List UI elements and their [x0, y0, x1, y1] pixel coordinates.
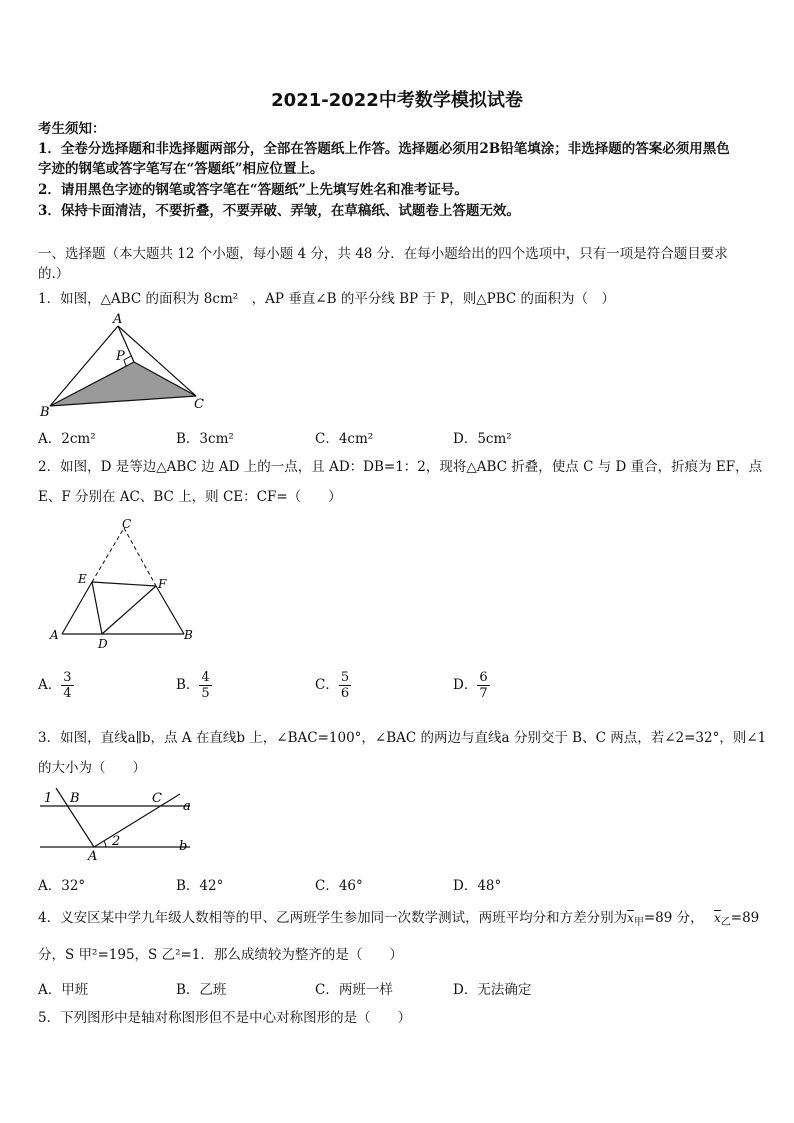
- notice-heading: 考生须知：: [38, 121, 106, 137]
- q2-stem-line2: E、F 分别在 AC、BC 上，则 CE：CF=（ ）: [38, 489, 342, 505]
- q1-option-d: D．5cm²: [453, 431, 512, 447]
- denominator: 5: [201, 686, 210, 701]
- q1-option-a: A．2cm²: [38, 431, 96, 447]
- label-angle-2: 2: [112, 834, 121, 849]
- notice-item-2: 2．请用黑色字迹的钢笔或答字笔在“答题纸”上先填写姓名和准考证号。: [38, 182, 468, 198]
- side-fb: [156, 586, 184, 634]
- mean-value-jia: =89 分，: [643, 910, 704, 926]
- q4-stem-line2: 分，S 甲²=195，S 乙²=1．那么成绩较为整齐的是（ ）: [38, 947, 403, 963]
- numerator: 4: [201, 670, 210, 685]
- q4-option-c: C．两班一样: [315, 982, 393, 998]
- q2-figure: [44, 516, 200, 652]
- label-e: E: [78, 572, 87, 586]
- label-f: F: [158, 577, 167, 591]
- numerator: 6: [479, 670, 488, 685]
- label-b: B: [184, 628, 193, 642]
- page-title: 2021-2022中考数学模拟试卷: [271, 90, 523, 111]
- label-a: A: [50, 628, 59, 642]
- mean-symbol: $\overline{x}$: [627, 911, 634, 925]
- denominator: 6: [340, 686, 350, 701]
- q2-option-b: [176, 670, 212, 701]
- fraction: [339, 670, 351, 701]
- notice-item-1: 1．全卷分选择题和非选择题两部分，全部在答题纸上作答。选择题必须用2B铅笔填涂；非选择题的答案必须用黑色: [38, 141, 730, 157]
- q1-option-b: B．3cm²: [176, 431, 234, 447]
- label-a: A: [113, 312, 123, 327]
- q3-stem-line1: 3．如图，直线a∥b，点 A 在直线b 上，∠BAC=100°，∠BAC 的两边与直线a 分别交于 B、C 两点，若∠2=32°，则∠1: [38, 730, 767, 746]
- numerator: 5: [340, 670, 350, 685]
- denominator: 4: [63, 686, 72, 701]
- q4-stem-text: 4．义安区某中学九年级人数相等的甲、乙两班学生参加同一次数学测试，两班平均分和方差分别为: [38, 910, 628, 926]
- option-letter: A．: [38, 677, 62, 693]
- label-c: C: [122, 517, 132, 531]
- label-p: P: [116, 349, 125, 364]
- q4-option-a: A．甲班: [38, 982, 89, 998]
- ray-ac: [94, 794, 180, 847]
- q5-stem: 5．下列图形中是轴对称图形但不是中心对称图形的是（ ）: [38, 1010, 412, 1026]
- q2-option-a: [38, 670, 74, 701]
- q3-option-b: B．42°: [176, 878, 224, 894]
- section-heading: 一、选择题（本大题共 12 个小题，每小题 4 分，共 48 分．在每小题给出的四个选项中，只有一项是符合题目要求: [38, 246, 728, 262]
- numerator: 3: [63, 670, 72, 685]
- q2-option-c: [315, 670, 351, 701]
- angle-2-arc: [104, 841, 106, 847]
- option-letter: D．: [453, 677, 478, 693]
- notice-item-1-cont: 字迹的钢笔或答字笔写在“答题纸”相应位置上。: [38, 161, 324, 177]
- q4-option-b: B．乙班: [176, 982, 227, 998]
- label-angle-1: 1: [44, 791, 53, 806]
- side-ae: [62, 582, 92, 634]
- q4-mean-yi: [714, 909, 759, 932]
- q1-option-c: C．4cm²: [315, 431, 374, 447]
- mean-symbol: $\overline{x}$: [714, 911, 721, 925]
- option-letter: C．: [315, 677, 339, 693]
- q1-stem: 1．如图，△ABC 的面积为 8cm² ，AP 垂直∠B 的平分线 BP 于 P，则△PBC 的面积为（ ）: [38, 291, 616, 307]
- q3-option-d: D．48°: [453, 878, 502, 894]
- label-line-a: a: [183, 799, 191, 814]
- q2-stem-line1: 2．如图，D 是等边△ABC 边 AD 上的一点，且 AD：DB=1：2，现将△ABC 折叠，使点 C 与 D 重合，折痕为 EF，点: [38, 459, 763, 475]
- label-c: C: [194, 397, 204, 412]
- label-line-b: b: [179, 839, 188, 854]
- section-heading-cont: 的.）: [38, 266, 70, 282]
- label-a-point: A: [88, 849, 98, 864]
- fraction: [199, 670, 211, 701]
- crease-ef: [92, 582, 156, 586]
- subscript-jia: 甲: [633, 917, 644, 928]
- dashed-cf: [124, 528, 156, 586]
- q3-option-c: C．46°: [315, 878, 363, 894]
- q3-stem-line2: 的大小为（ ）: [38, 760, 146, 776]
- fraction: [477, 670, 489, 701]
- dashed-ec: [92, 528, 124, 582]
- fraction: [61, 670, 73, 701]
- label-b-point: B: [70, 791, 80, 806]
- notice-item-3: 3．保持卡面清洁，不要折叠，不要弄破、弄皱，在草稿纸、试题卷上答题无效。: [38, 203, 520, 219]
- q4-option-d: D．无法确定: [453, 982, 532, 998]
- q4-stem-line1: [38, 909, 704, 932]
- q3-option-a: A．32°: [38, 878, 86, 894]
- q3-figure: [36, 784, 200, 864]
- denominator: 7: [479, 686, 488, 701]
- label-d: D: [98, 637, 108, 651]
- q2-option-d: [453, 670, 490, 701]
- label-c-point: C: [152, 791, 162, 806]
- label-b: B: [40, 405, 50, 418]
- subscript-yi: 乙: [720, 917, 731, 928]
- segment-fd: [102, 586, 156, 634]
- option-letter: B．: [176, 677, 200, 693]
- q1-figure: [36, 312, 212, 418]
- segment-ed: [92, 582, 102, 634]
- mean-value-yi: =89: [730, 910, 760, 926]
